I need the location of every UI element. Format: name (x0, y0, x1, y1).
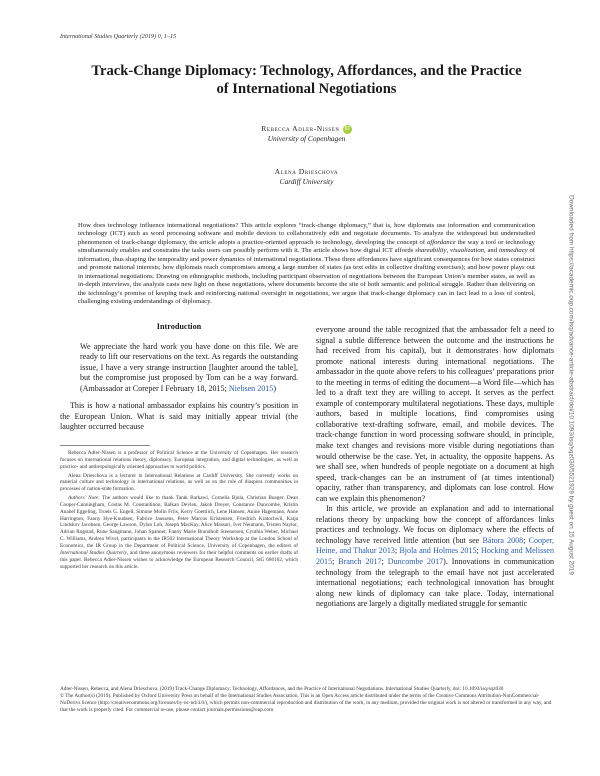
body-text: ; (332, 557, 339, 567)
footnote-author-1: Rebecca Adler-Nissen is a professor of Political Science at the University of Copenhagen. Her research focuses on international relations theory, diplomacy, European integration, and digital technologies, as well as practice- and anthropologically oriented approaches to world politics. (60, 450, 298, 470)
authors-note-label: Authors’ Note: (68, 495, 100, 502)
citation-link[interactable]: Cooper, Heine, and Thakur 2013 (316, 535, 555, 556)
body-paragraph: everyone around the table recognized that the ambassador felt a need to signal a subtle difference between the outcome and the instructions he had received from his capital), but it demonstrates how diplomats promote national interests during international negotiations. The ambassador in the quote above refers to his colleagues’ preparations prior to the meeting in terms of editing the document—a Word file—which has led to a draft text they are willing to accept. It serves as the perfect example of contemporary multilateral negotiations. These days, multiple authors, based in multiple locations, find compromises using collaborative text-drafting software, email, and mobile devices. The track-change function in word processing software should, in principle, make text changes and revisions more visible during negotiations than would otherwise be the case. Yet, in actuality, the opposite happens. As we shall see, when hundreds of people negotiate on a document at high speed, track-changes can be an instrument of (at times intentional) opacity, rather than transparency, and diplomats can lose control. How can we explain this phenomenon? (316, 325, 554, 503)
running-head: International Studies Quarterly (2019) 0, 1–15 (60, 33, 177, 40)
body-text: ; (394, 546, 400, 556)
quote-text: We appreciate the hard work you have done on this file. We are ready to lift our reservations on the text. As regards the outstanding issue, I have a very strange instruction [laughter around the table], but the compromise just proposed by Tom can be a way forward. (Ambassador at Coreper I February 18, 2015; (80, 341, 298, 393)
citation-link[interactable]: Hocking and Melissen 2015 (316, 546, 554, 567)
abstract-emphasis: shareability (415, 247, 447, 255)
download-notice[interactable]: Downloaded from https://academic.oup.com/isq/advance-article-abstract/doi/10.1093/isq/sqz030/5521929 by guest on 15 August 2019 (567, 195, 575, 575)
author-name: Alena Drieschova (274, 167, 339, 176)
abstract-emphasis: affordance (427, 238, 456, 246)
footnotes (60, 450, 298, 572)
abstract-text: of information, thus shaping the temporality and power dynamics of international negotiations. These three affordances have significant consequences for how states construct and promote national interests; how diplomats reach compromises among a large number of states (as text edits in collective drafting exercises); and how power plays out in international negotiations. Drawing on ethnographic methods, including participant observation of negotiations between the European Union’s member states, as well as in-depth interviews, the analysis casts new light on these negotiations, where documents become the site of both semantic and political struggle. Rather than delivering on the technology’s promise of keeping track and reinforcing national oversight in negotiations, we argue that track-change diplomacy can in fact lead to a loss of control, challenging existing understandings of diplomacy. (78, 247, 535, 306)
title-line-1: Track-Change Diplomacy: Technology, Affordances, and the Practice (91, 63, 522, 79)
copyright-notice: © The Author(s) (2019). Published by Oxford University Press on behalf of the International Studies Association. This is an Open Access article distributed under the terms of the Creative Commons Attribution-NonCommercial-NoDerivs licence (http://creativecommons.org/licenses/by-nc-nd/4.0/), which permits non-commercial reproduction and distribution of the work, in any medium, provided the original work is not altered or transformed in any way, and that the work is properly cited. For commercial re-use, please contact journals.permissions@oup.com (60, 692, 552, 713)
citation-link[interactable]: Branch 2017 (338, 557, 382, 567)
download-sidebar (556, 150, 586, 620)
authors-note-text: The authors would like to thank Tarak Barkawi, Cornelia Bjola, Christian Bueger, Dean Cooper-Cunningham, Costas M. Constantinou, Balkan Devlen, Jakob Dreyer, Constance Duncombe, Kristin Anabel Eggeling, Troels G. Engell, Simone Molin Friis, Kerry Goettlich, Lene Hansen, Anine Hagemann, Anne Harrington, Fanny Hye-Knudsen, Fabrice Jaussens, Peter Marcus Kristensen, Friedrich Kratochwil, Katja Lindskov Jacobsen, George Lawson, Dylan Loh, Joseph MacKay, Alice Massari, Iver Neumann, Tristen Naylor, Adrian Rogstad, Rune Saugmann, Johan Spanner, Fanny Marie Brandholt Steenersen, Cynthia Weber, Michael C. Williams, Andrea Wivel, participants in the IR502 International Theory Workshop at the London School of Economics, the IR Group in the Department of Political Science, University of Copenhagen, the editors of (60, 495, 298, 549)
authors-note (60, 495, 298, 570)
journal-name: International Studies Quarterly (60, 549, 127, 556)
body-text: ; (476, 546, 482, 556)
citation-link[interactable]: Bjola and Holmes 2015 (399, 546, 477, 556)
citation-link[interactable]: Duncombe 2017 (387, 557, 444, 567)
author-block-1 (60, 124, 553, 144)
body-paragraph: This is how a national ambassador explains his country’s position in the European Union. What is said may initially appear trivial (the laughter occurred because (60, 401, 298, 432)
body-text: In this article, we provide an explanation and add to international relations theory by unpacking how the concept of affordances links practices and technology. We focus on diplomacy where the effects of technology have received little attention (but see (316, 504, 554, 545)
abstract-emphasis: immediacy (498, 247, 528, 255)
left-column (60, 322, 298, 433)
author-affiliation: University of Copenhagen (267, 134, 346, 143)
citation-and-license (60, 686, 553, 714)
quote-text: ) (273, 383, 276, 393)
body-text: ). Innovations in communication technology from the telegraph to the email have not just accelerated international negotiations; each technological innovation has brought along new kinds of diplomacy can take place. Today, international negotiations are largely a digitally mediated struggle for semantic (316, 557, 555, 609)
article-title (60, 62, 553, 98)
citation-link[interactable]: Bátora 2008 (482, 535, 524, 545)
author-affiliation: Cardiff University (279, 177, 334, 186)
abstract-text: the way a tool or technology simultaneously enables and constrains the tasks users can possibly perform with it. The article shows how digital ICT affords (78, 238, 535, 255)
article-citation: Adler-Nissen, Rebecca, and Alena Drieschova. (2019) Track-Change Diplomacy: Technology, Affordances, and the Practice of International Negotiations. International Studies Quarterly, doi: 10.1093/isq/sqz030 (60, 686, 504, 692)
footnote-divider (60, 445, 150, 446)
authors-note-text: , and three anonymous reviewers for their helpful comments on earlier drafts of this paper. Rebecca Adler-Nissen wishes to acknowledge the European Research Council, StG 680102, which supported her research on this article. (60, 549, 299, 570)
abstract-emphasis: visualization (450, 247, 484, 255)
abstract (78, 222, 535, 307)
body-text: ; (523, 535, 529, 545)
title-line-2: of International Negotiations (216, 81, 397, 97)
right-column (316, 325, 554, 610)
abstract-text: How does technology influence international negotiations? This article explores “track-change diplomacy,” that is, how diplomats use information and communication technology (ICT) such as word processing software and mobile devices to collaboratively edit and negotiate documents. To analyze the widespread but understudied phenomenon of track-change diplomacy, the article adopts a practice-oriented approach to technology, developing the concept of (78, 222, 535, 246)
body-paragraph (316, 504, 554, 609)
footnote-author-2: Alena Drieschova is a lecturer in International Relations at Cardiff University. She currently works on material culture and technology in international relations, as well as on the role of diaspora communities in processes of nation-state formation. (60, 472, 298, 493)
abstract-text: , and (484, 247, 499, 255)
abstract-text: , (446, 247, 451, 255)
orcid-icon[interactable]: iD (344, 125, 350, 132)
body-text: ; (381, 557, 388, 567)
author-block-2 (60, 167, 553, 187)
block-quote (80, 342, 298, 395)
citation-link[interactable]: Niebsen 2015 (228, 383, 274, 393)
author-name: Rebecca Adler-Nissen (261, 124, 340, 133)
section-heading: Introduction (156, 322, 202, 331)
